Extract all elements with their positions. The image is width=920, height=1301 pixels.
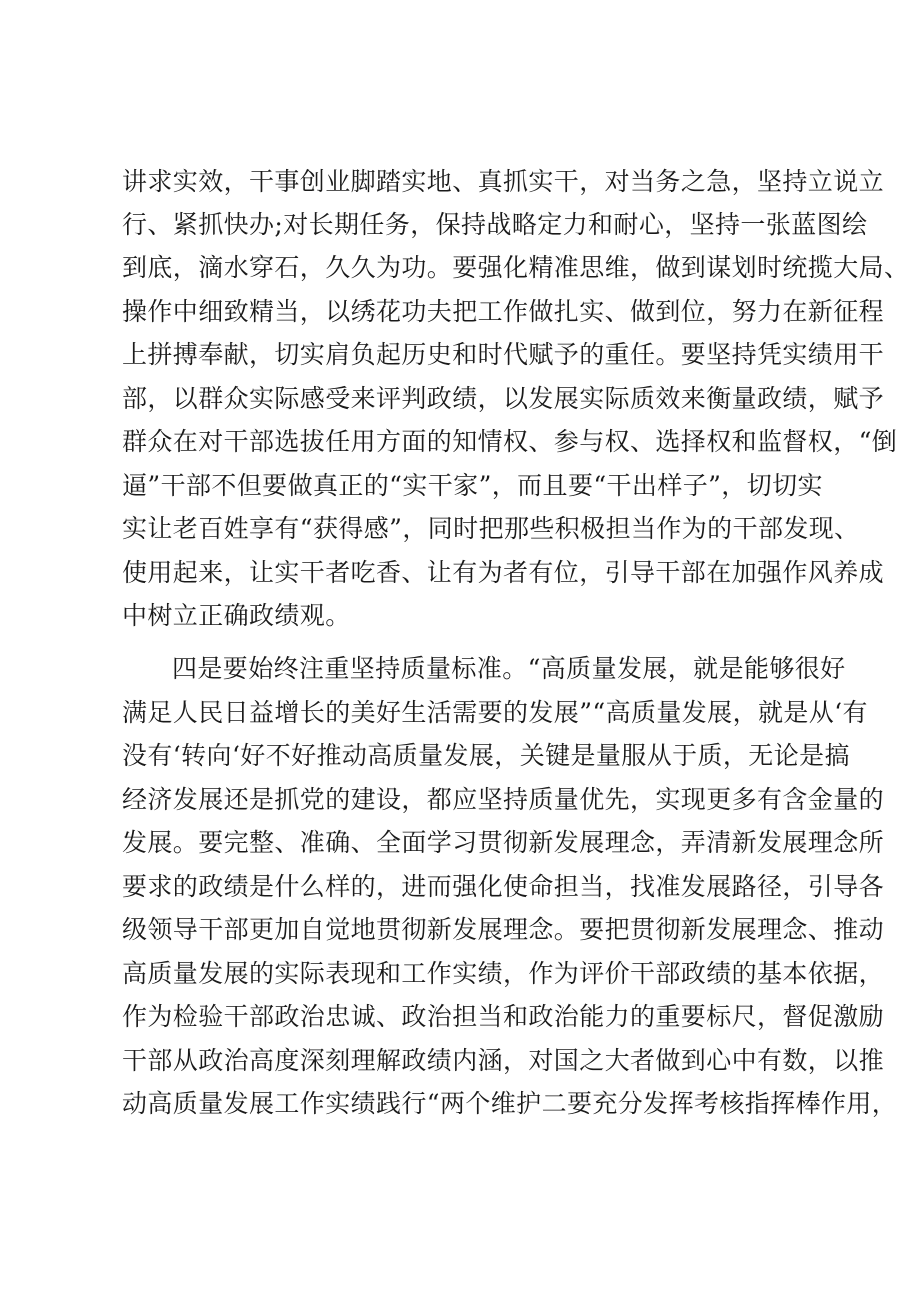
paragraph-2-line: 高质量发展的实际表现和工作实绩，作为评价干部政绩的基本依据，	[122, 959, 885, 988]
paragraph-2-first-line: 四是要始终注重坚持质量标准。“高质量发展，就是能够很好	[172, 654, 846, 683]
paragraph-1-line: 使用起来，让实干者吃香、让有为者有位，引导干部在加强作风养成	[122, 558, 885, 587]
paragraph-1-line: 到底，滴水穿石，久久为功。要强化精准思维，做到谋划时统揽大局、	[122, 253, 910, 282]
paragraph-1-line: 操作中细致精当，以绣花功夫把工作做扎实、做到位，努力在新征程	[122, 297, 885, 326]
paragraph-2-line: 没有‘转向‘好不好推动高质量发展，关键是量服从于质，无论是搞	[122, 741, 850, 770]
paragraph-2-line: 动高质量发展工作实绩践行“两个维护二要充分发挥考核指挥棒作用，	[122, 1089, 898, 1118]
paragraph-2-line: 级领导干部更加自觉地贯彻新发展理念。要把贯彻新发展理念、推动	[122, 915, 885, 944]
paragraph-1-line: 部，以群众实际感受来评判政绩，以发展实际质效来衡量政绩，赋予	[122, 384, 885, 413]
paragraph-2-line: 满足人民日益增长的美好生活需要的发展”“高质量发展，就是从‘有	[122, 698, 868, 727]
paragraph-1-line: 讲求实效，干事创业脚踏实地、真抓实干，对当务之急，坚持立说立	[122, 167, 885, 196]
paragraph-1-line: 逼”干部不但要做真正的“实干家”，而且要“干出样子”，切切实	[122, 471, 823, 500]
paragraph-2-line: 发展。要完整、准确、全面学习贯彻新发展理念，弄清新发展理念所	[122, 828, 885, 857]
paragraph-2-line: 要求的政绩是什么样的，进而强化使命担当，找准发展路径，引导各	[122, 872, 885, 901]
paragraph-1-line: 行、紧抓快办;对长期任务，保持战略定力和耐心，坚持一张蓝图绘	[122, 210, 868, 239]
paragraph-1-last-line: 中树立正确政绩观。	[122, 601, 351, 630]
paragraph-2-line: 干部从政治高度深刻理解政绩内涵，对国之大者做到心中有数，以推	[122, 1046, 885, 1075]
paragraph-1-line: 实让老百姓享有“获得感”，同时把那些积极担当作为的干部发现、	[122, 514, 860, 543]
paragraph-1-line: 群众在对干部选拔任用方面的知情权、参与权、选择权和监督权，“倒	[122, 427, 898, 456]
paragraph-1-line: 上拼搏奉献，切实肩负起历史和时代赋予的重任。要坚持凭实绩用干	[122, 340, 885, 369]
paragraph-2-line: 经济发展还是抓党的建设，都应坚持质量优先，实现更多有含金量的	[122, 785, 885, 814]
paragraph-2-line: 作为检验干部政治忠诚、政治担当和政治能力的重要标尺，督促激励	[122, 1002, 885, 1031]
